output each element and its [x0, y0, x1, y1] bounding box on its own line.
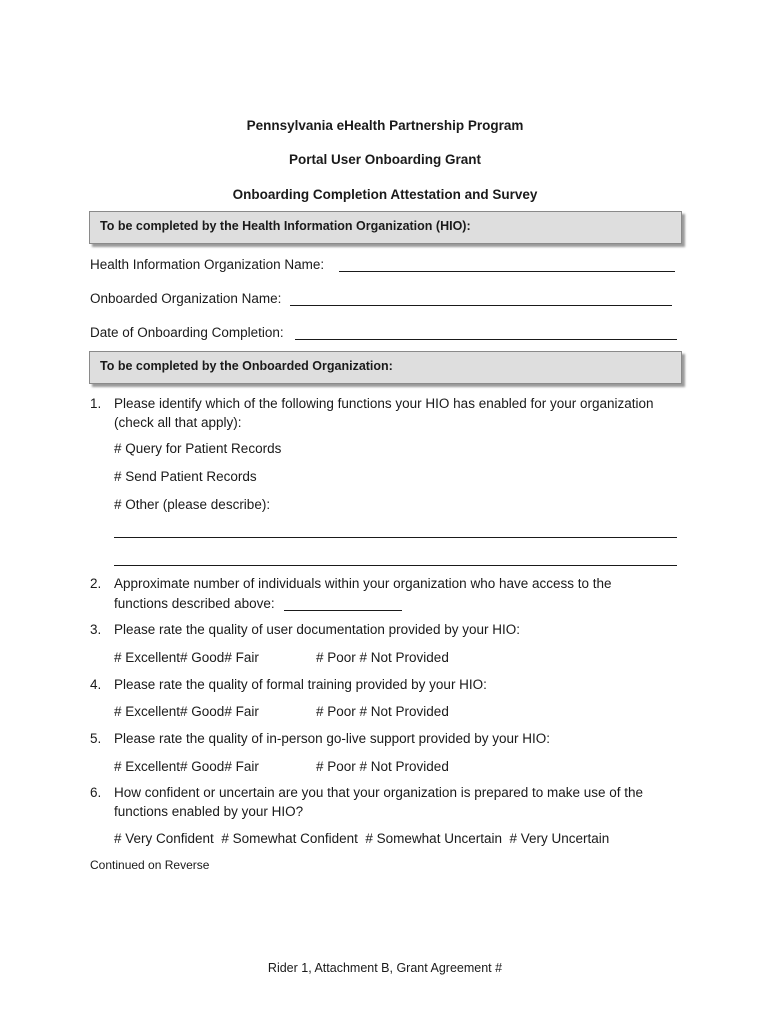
q1-option-send[interactable]: # Send Patient Records — [114, 469, 257, 484]
q3-options-right[interactable]: # Poor # Not Provided — [316, 650, 449, 665]
q2-text-cont: functions described above: — [114, 596, 275, 611]
q5-text: Please rate the quality of in-person go-live support provided by your HIO: — [114, 731, 550, 746]
q1-other-line-2[interactable] — [114, 565, 677, 566]
hio-name-label: Health Information Organization Name: — [90, 257, 325, 272]
org-section-banner — [89, 351, 682, 384]
q6-number: 6. — [90, 785, 102, 800]
q1-text-cont: (check all that apply): — [114, 415, 242, 430]
q4-options-left[interactable]: # Excellent# Good# Fair — [114, 704, 259, 719]
q6-text: How confident or uncertain are you that your organization is prepared to make use of the — [114, 785, 644, 800]
q5-options-right[interactable]: # Poor # Not Provided — [316, 759, 449, 774]
q3-number: 3. — [90, 622, 102, 637]
q3-text: Please rate the quality of user documentation provided by your HIO: — [114, 622, 520, 637]
q2-number: 2. — [90, 576, 102, 591]
q6-text-cont: functions enabled by your HIO? — [114, 804, 304, 819]
q4-text: Please rate the quality of formal training provided by your HIO: — [114, 677, 487, 692]
q2-text: Approximate number of individuals within your organization who have access to the — [114, 576, 612, 591]
hio-section-title: To be completed by the Health Information Organization (HIO): — [100, 219, 471, 233]
hio-name-field[interactable] — [339, 271, 675, 272]
q1-option-other[interactable]: # Other (please describe): — [114, 497, 271, 512]
q1-option-query[interactable]: # Query for Patient Records — [114, 441, 282, 456]
hio-section-banner — [89, 211, 682, 244]
q4-options-right[interactable]: # Poor # Not Provided — [316, 704, 449, 719]
q4-number: 4. — [90, 677, 102, 692]
q3-options-left[interactable]: # Excellent# Good# Fair — [114, 650, 259, 665]
q1-other-line-1[interactable] — [114, 537, 677, 538]
q1-text: Please identify which of the following functions your HIO has enabled for your organization — [114, 396, 654, 411]
page-footer: Rider 1, Attachment B, Grant Agreement # — [267, 961, 503, 975]
onboarded-org-label: Onboarded Organization Name: — [90, 291, 282, 306]
q5-number: 5. — [90, 731, 102, 746]
org-section-title: To be completed by the Onboarded Organization: — [100, 359, 393, 373]
date-label: Date of Onboarding Completion: — [90, 325, 284, 340]
onboarded-org-field[interactable] — [290, 305, 672, 306]
document-subtitle: Portal User Onboarding Grant — [288, 152, 482, 167]
q1-number: 1. — [90, 396, 102, 411]
q2-count-field[interactable] — [284, 610, 402, 611]
document-title: Pennsylvania eHealth Partnership Program — [246, 118, 524, 133]
continued-note: Continued on Reverse — [90, 858, 210, 872]
document-heading: Onboarding Completion Attestation and Survey — [232, 187, 538, 202]
date-field[interactable] — [295, 339, 677, 340]
q6-options[interactable]: # Very Confident # Somewhat Confident # Somewhat Uncertain # Very Uncertain — [114, 831, 610, 846]
q5-options-left[interactable]: # Excellent# Good# Fair — [114, 759, 259, 774]
